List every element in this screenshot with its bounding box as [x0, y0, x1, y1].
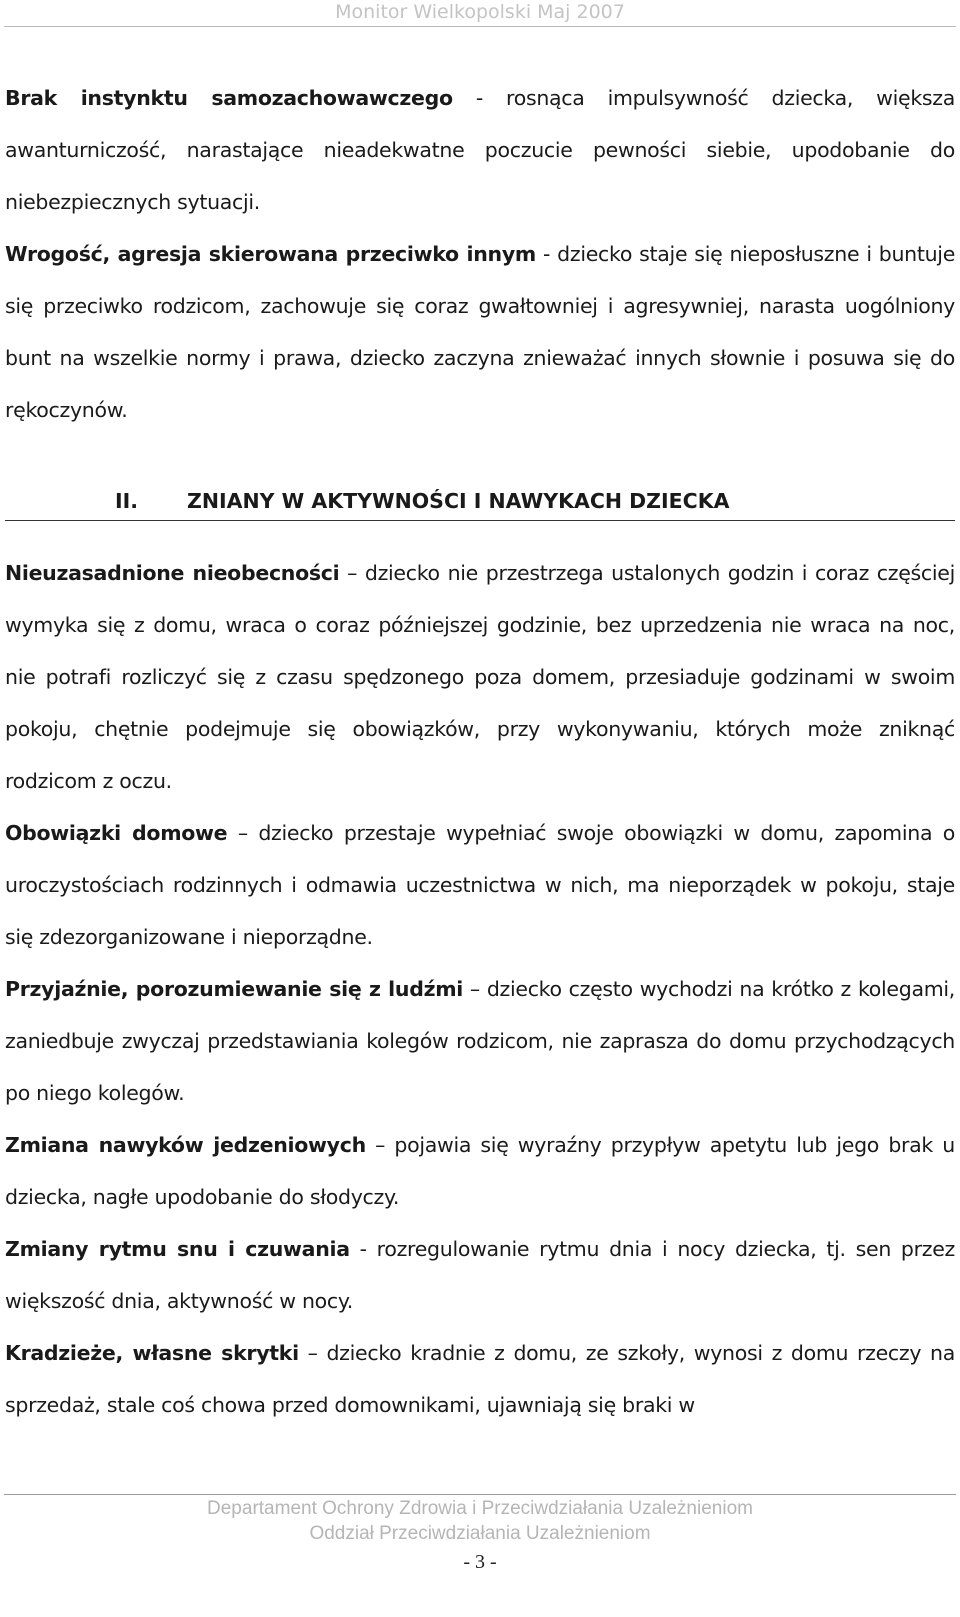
paragraph-separator: – — [298, 1341, 327, 1365]
paragraph-text: rosnąca impulsywność dziecka, większa awanturniczość, narastające nieadekwatne poczucie pewności siebie, upodobanie do niebezpiecznych sytuacji. — [5, 86, 956, 214]
paragraph-separator: – — [365, 1133, 395, 1157]
paragraph-aggression — [5, 228, 955, 436]
paragraph-text: dziecko kradnie z domu, ze szkoły, wynosi z domu rzeczy na sprzedaż, stale coś chowa przed domownikami, ujawniają się braki w — [5, 1341, 955, 1417]
paragraph-text: rozregulowanie rytmu dnia i nocy dziecka, tj. sen przez większość dnia, aktywność w nocy. — [5, 1237, 956, 1313]
paragraph-term: Wrogość, agresja skierowana przeciwko innym — [5, 242, 536, 266]
paragraph-term: Obowiązki domowe — [5, 821, 228, 845]
paragraph-text: pojawia się wyraźny przypływ apetytu lub jego brak u dziecka, nagłe upodobanie do słodyczy. — [5, 1133, 955, 1209]
paragraph-separator: - — [349, 1237, 377, 1261]
paragraph-separator: - — [452, 86, 507, 110]
paragraph-absences — [5, 547, 955, 807]
paragraph-term: Przyjaźnie, porozumiewanie się z ludźmi — [5, 977, 463, 1001]
intro-paragraphs — [5, 72, 955, 436]
paragraph-separator: – — [463, 977, 487, 1001]
paragraph-self-preservation — [5, 72, 955, 228]
paragraph-text: dziecko często wychodzi na krótko z kolegami, zaniedbuje zwyczaj przedstawiania kolegów rodzicom, nie zaprasza do domu przychodzących po niego kolegów. — [5, 977, 955, 1105]
footer-division: Oddział Przeciwdziałania Uzależnieniom — [309, 1523, 651, 1544]
footer-divider — [4, 1494, 956, 1495]
paragraph-term: Zmiany rytmu snu i czuwania — [5, 1237, 350, 1261]
paragraph-term: Nieuzasadnione nieobecności — [5, 561, 340, 585]
page-number: - 3 - — [463, 1551, 497, 1573]
paragraph-chores — [5, 807, 955, 963]
paragraph-text: dziecko staje się nieposłuszne i buntuje się przeciwko rodzicom, zachowuje się coraz gwałtowniej i agresywniej, narasta uogólniony bunt na wszelkie normy i prawa, dziecko zaczyna znieważać innych słownie i posuwa się do rękoczynów. — [5, 242, 956, 422]
paragraph-separator: - — [535, 242, 558, 266]
paragraph-sleep — [5, 1223, 955, 1327]
section-number: II. — [115, 489, 139, 513]
section-title: ZNIANY W AKTYWNOŚCI I NAWYKACH DZIECKA — [187, 489, 730, 513]
paragraph-text: dziecko nie przestrzega ustalonych godzin i coraz częściej wymyka się z domu, wraca o coraz późniejszej godzinie, bez uprzedzenia nie wraca na noc, nie potrafi rozliczyć się z czasu spędzonego poza domem, przesiaduje godzinami w swoim pokoju, chętnie podejmuje się obowiązków, przy wykonywaniu, których może zniknąć rodzicom z oczu. — [5, 561, 955, 793]
section-heading — [5, 482, 955, 521]
paragraph-term: Brak instynktu samozachowawczego — [5, 86, 453, 110]
header-title: Monitor Wielkopolski Maj 2007 — [335, 1, 625, 23]
paragraph-term: Zmiana nawyków jedzeniowych — [5, 1133, 366, 1157]
header-divider — [4, 26, 956, 27]
footer-department: Departament Ochrony Zdrowia i Przeciwdziałania Uzależnieniom — [207, 1498, 753, 1519]
paragraph-term: Kradzieże, własne skrytki — [5, 1341, 299, 1365]
page-header — [0, 0, 960, 27]
paragraph-text: dziecko przestaje wypełniać swoje obowiązki w domu, zapomina o uroczystościach rodzinnych i odmawia uczestnictwa w nich, ma nieporządek w pokoju, staje się zdezorganizowane i nieporządne. — [5, 821, 955, 949]
paragraph-separator: – — [227, 821, 259, 845]
paragraph-thefts — [5, 1327, 955, 1431]
paragraph-separator: – — [339, 561, 365, 585]
paragraph-eating — [5, 1119, 955, 1223]
section-paragraphs — [5, 547, 955, 1431]
paragraph-friendships — [5, 963, 955, 1119]
